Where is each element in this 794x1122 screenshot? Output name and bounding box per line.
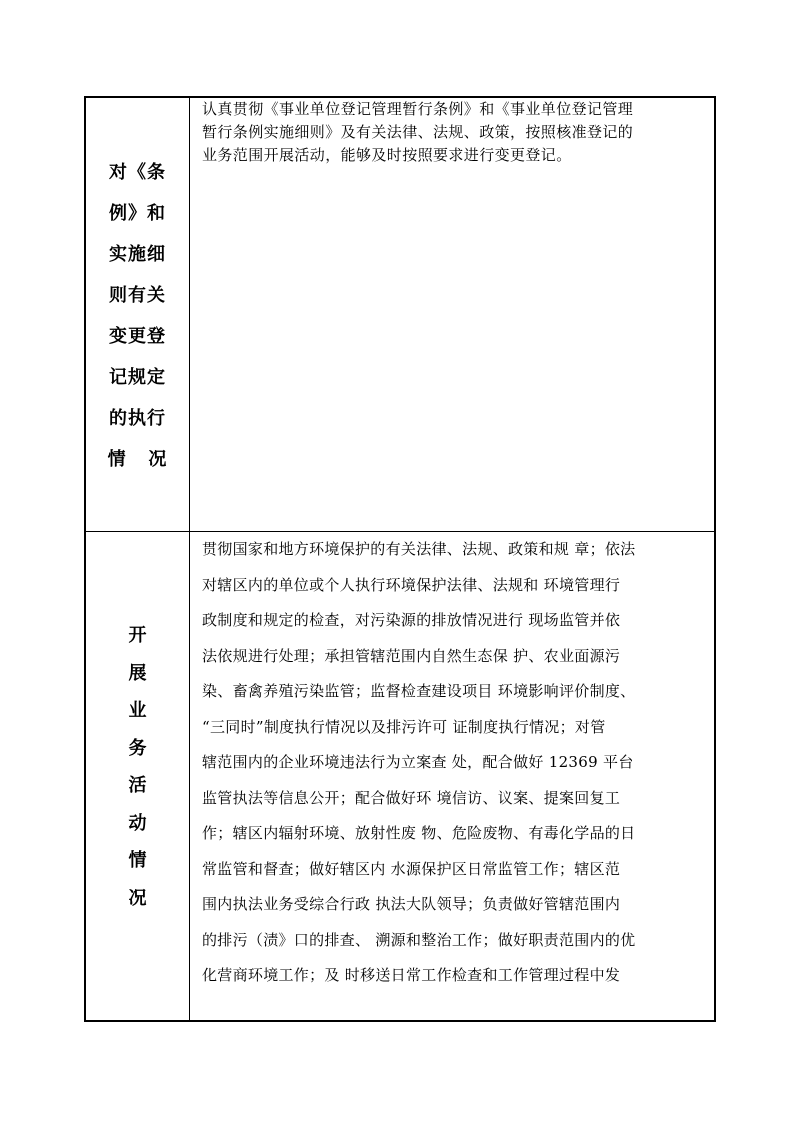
content-line: 贯彻国家和地方环境保护的有关法律、法规、政策和规 章；依法 xyxy=(202,540,636,558)
row-label-regulation-compliance xyxy=(86,98,190,531)
content-line: 对辖区内的单位或个人执行环境保护法律、法规和 环境管理行 xyxy=(202,575,621,594)
label-char: 开 xyxy=(128,625,147,646)
content-line: 暂行条例实施细则》及有关法律、法规、政策，按照核准登记的 xyxy=(202,123,634,141)
content-line: 监管执法等信息公开；配合做好环 境信访、议案、提案回复工 xyxy=(202,788,621,807)
content-line: “三同时”制度执行情况以及排污许可 证制度执行情况；对管 xyxy=(202,717,606,736)
label-char: 动 xyxy=(128,812,147,834)
row-label-text xyxy=(86,617,189,917)
content-line: 政制度和规定的检查，对污染源的排放情况进行 现场监管并依 xyxy=(202,611,621,629)
label-line: 实施细 xyxy=(109,244,166,265)
content-line: 的排污（渍》口的排查、 溯源和整治工作；做好职责范围内的优 xyxy=(202,930,636,949)
label-char: 活 xyxy=(128,775,147,796)
content-line: 法依规进行处理；承担管辖范围内自然生态保 护、农业面源污 xyxy=(202,646,621,665)
label-line: 记规定 xyxy=(109,367,166,388)
content-line: 业务范围开展活动，能够及时按照要求进行变更登记。 xyxy=(202,146,572,164)
content-line: 认真贯彻《事业单位登记管理暂行条例》和《事业单位登记管理 xyxy=(202,100,634,118)
row-content-business-activities xyxy=(190,532,714,1020)
content-line: 辖范围内的企业环境违法行为立案查 处，配合做好 12369 平台 xyxy=(202,753,634,771)
label-char: 展 xyxy=(128,662,147,684)
label-line: 变更登 xyxy=(109,326,166,347)
table-row-regulation-compliance xyxy=(86,98,714,532)
content-line: 染、畜禽养殖污染监管；监督检查建设项目 环境影响评价制度、 xyxy=(202,682,636,700)
label-line: 则有关 xyxy=(109,285,166,306)
form-table xyxy=(84,96,716,1022)
label-line: 例》和 xyxy=(109,203,166,224)
content-line: 化营商环境工作；及 时移送日常工作检查和工作管理过程中发 xyxy=(202,966,621,984)
row-label-text xyxy=(86,152,189,480)
label-line: 对《条 xyxy=(109,162,166,183)
content-line: 常监管和督查；做好辖区内 水源保护区日常监管工作；辖区范 xyxy=(202,859,621,878)
label-char: 务 xyxy=(128,737,147,759)
label-char: 况 xyxy=(128,887,147,909)
label-line: 的执行 xyxy=(109,408,166,429)
content-line: 作；辖区内辐射环境、放射性废 物、危险废物、有毒化学品的日 xyxy=(202,824,636,842)
label-char: 业 xyxy=(128,700,147,721)
row-label-business-activities xyxy=(86,532,190,1020)
content-line: 围内执法业务受综合行政 执法大队领导；负责做好管辖范围内 xyxy=(202,895,621,913)
label-char: 情 xyxy=(128,850,147,871)
label-line: 情 况 xyxy=(107,449,168,470)
row-content-regulation-compliance xyxy=(190,98,714,531)
table-row-business-activities xyxy=(86,532,714,1020)
